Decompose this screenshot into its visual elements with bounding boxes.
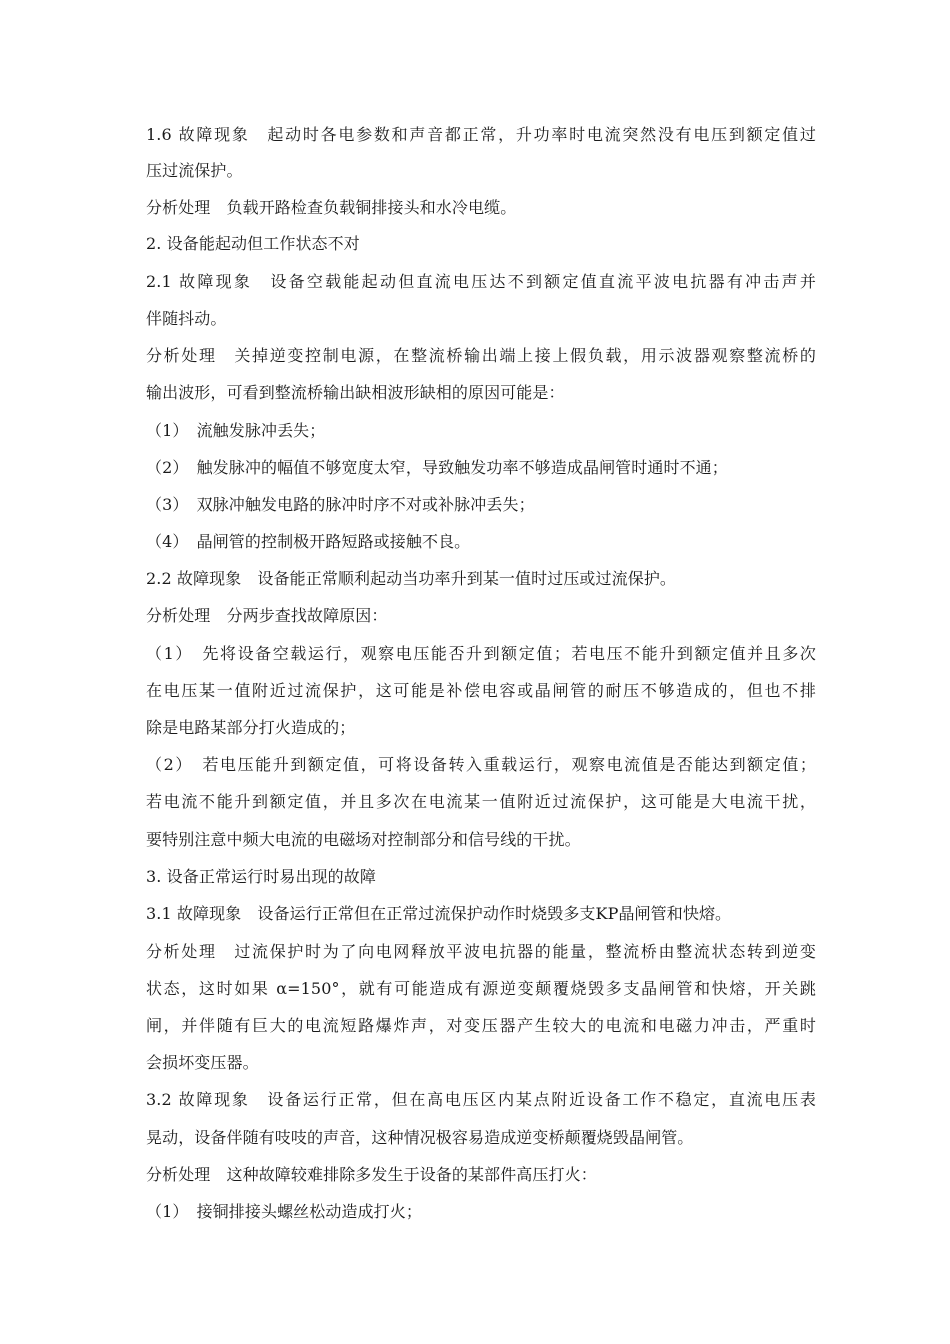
text-line: 要特别注意中频大电流的电磁场对控制部分和信号线的干扰。 — [146, 830, 581, 849]
text-line: 若电流不能升到额定值，并且多次在电流某一值附近过流保护，这可能是大电流干扰， — [146, 792, 816, 811]
section-heading: 3. 设备正常运行时易出现的故障 — [146, 867, 376, 886]
text-line: 分析处理 关掉逆变控制电源，在整流桥输出端上接上假负载，用示波器观察整流桥的 — [146, 346, 816, 365]
text-line: 分析处理 过流保护时为了向电网释放平波电抗器的能量，整流桥由整流状态转到逆变 — [146, 942, 816, 961]
text-line: 伴随抖动。 — [146, 309, 227, 328]
text-line: 除是电路某部分打火造成的； — [146, 718, 356, 737]
list-item: （3） 双脉冲触发电路的脉冲时序不对或补脉冲丢失； — [146, 495, 535, 514]
text-line: 在电压某一值附近过流保护，这可能是补偿电容或晶闸管的耐压不够造成的，但也不排 — [146, 681, 816, 700]
text-line: 输出波形，可看到整流桥输出缺相波形缺相的原因可能是： — [146, 383, 565, 402]
text-line: 晃动，设备伴随有吱吱的声音，这种情况极容易造成逆变桥颠覆烧毁晶闸管。 — [146, 1128, 694, 1147]
text-line: 状态，这时如果 α=150°，就有可能造成有源逆变颠覆烧毁多支晶闸管和快熔，开关跳 — [146, 979, 816, 998]
text-line: 分析处理 分两步查找故障原因： — [146, 606, 388, 625]
section-heading: 2. 设备能起动但工作状态不对 — [146, 234, 360, 253]
text-line: 闸，并伴随有巨大的电流短路爆炸声，对变压器产生较大的电流和电磁力冲击，严重时 — [146, 1016, 816, 1035]
text-line: 分析处理 负载开路检查负载铜排接头和水冷电缆。 — [146, 198, 517, 217]
text-line: 3.2 故障现象 设备运行正常，但在高电压区内某点附近设备工作不稳定，直流电压表 — [146, 1090, 816, 1109]
text-line: 3.1 故障现象 设备运行正常但在正常过流保护动作时烧毁多支KP晶闸管和快熔。 — [146, 904, 732, 923]
list-item: （1） 先将设备空载运行，观察电压能否升到额定值；若电压不能升到额定值并且多次 — [146, 644, 816, 663]
list-item: （4） 晶闸管的控制极开路短路或接触不良。 — [146, 532, 471, 551]
text-line: 分析处理 这种故障较难排除多发生于设备的某部件高压打火： — [146, 1165, 597, 1184]
text-line: 1.6 故障现象 起动时各电参数和声音都正常，升功率时电流突然没有电压到额定值过 — [146, 125, 816, 144]
text-line: 2.1 故障现象 设备空载能起动但直流电压达不到额定值直流平波电抗器有冲击声并 — [146, 272, 816, 291]
list-item: （2） 若电压能升到额定值，可将设备转入重载运行，观察电流值是否能达到额定值； — [146, 755, 816, 774]
list-item: （1） 流触发脉冲丢失； — [146, 421, 326, 440]
list-item: （2） 触发脉冲的幅值不够宽度太窄，导致触发功率不够造成晶闸管时通时不通； — [146, 458, 728, 477]
text-line: 压过流保护。 — [146, 161, 243, 180]
list-item: （1） 接铜排接头螺丝松动造成打火； — [146, 1202, 422, 1221]
text-line: 会损坏变压器。 — [146, 1053, 259, 1072]
text-line: 2.2 故障现象 设备能正常顺利起动当功率升到某一值时过压或过流保护。 — [146, 569, 677, 588]
